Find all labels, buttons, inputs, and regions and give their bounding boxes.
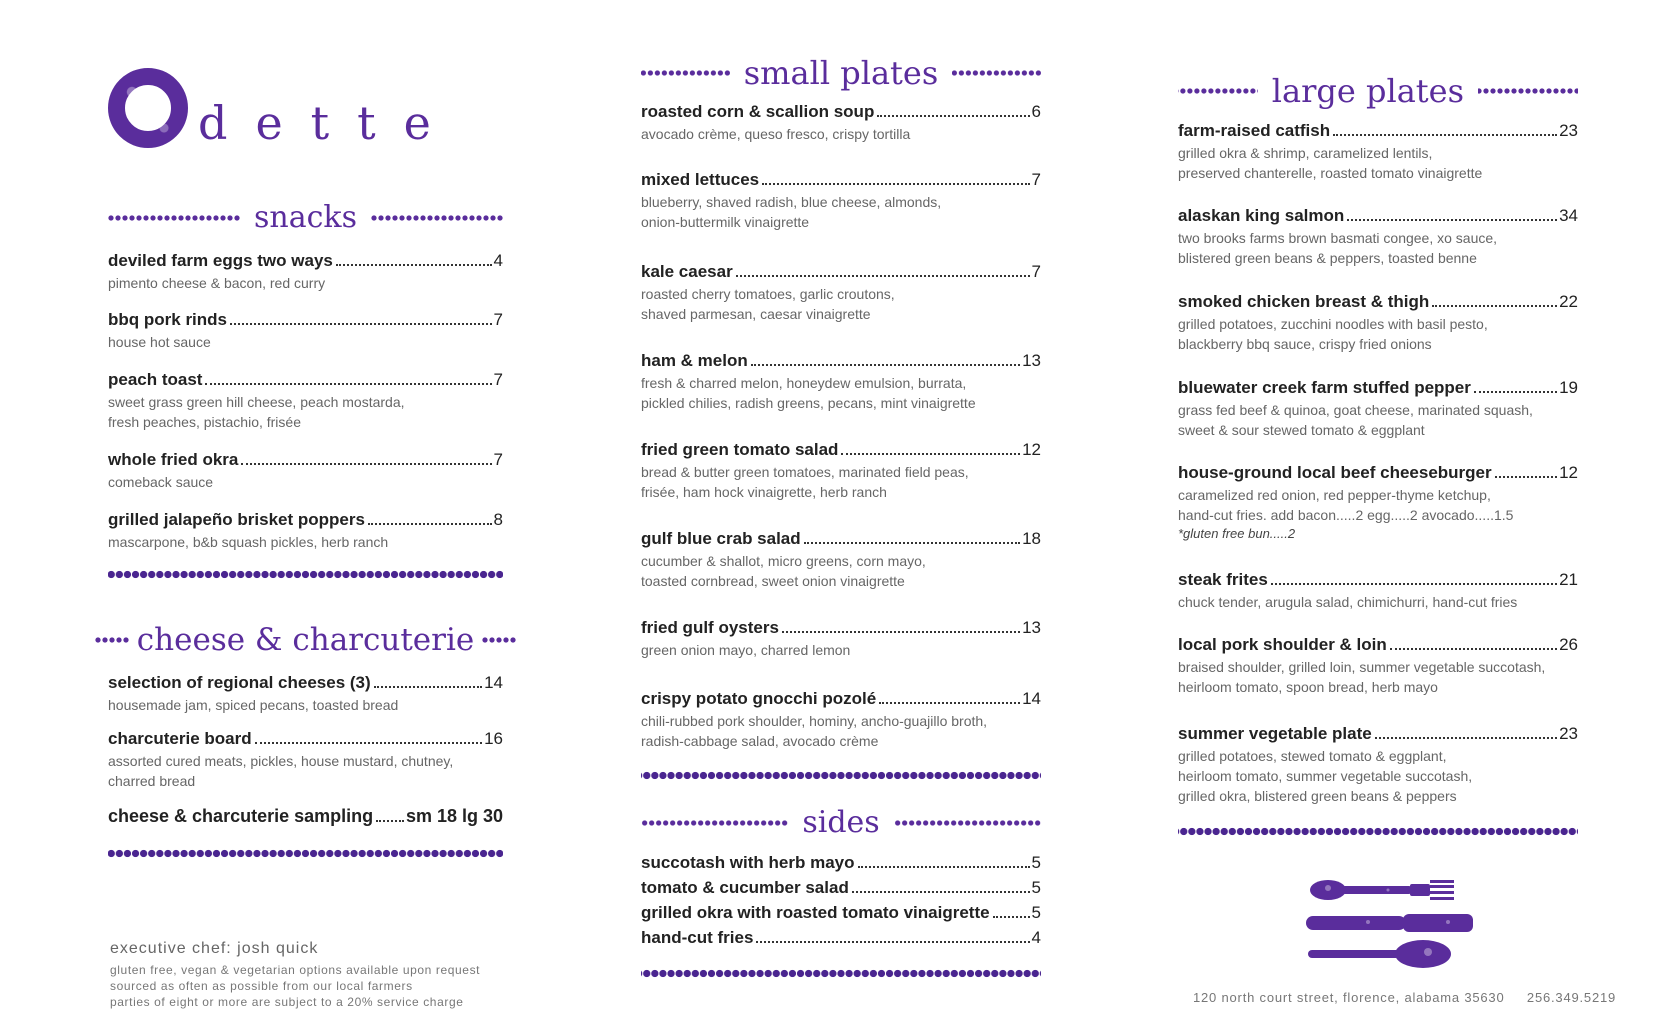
- odette-logo: [108, 62, 459, 162]
- section-divider: [108, 849, 503, 858]
- sides-header: [641, 805, 1041, 840]
- item-name: bbq pork rinds: [108, 310, 227, 329]
- item-price: 22: [1559, 292, 1578, 311]
- item-desc: sweet grass green hill cheese, peach mostarda, fresh peaches, pistachio, frisée: [108, 394, 405, 430]
- item-name: smoked chicken breast & thigh: [1178, 292, 1430, 311]
- item-price: 23: [1559, 724, 1578, 743]
- item-name: bluewater creek farm stuffed pepper: [1178, 378, 1471, 397]
- item-name: hand-cut fries: [641, 928, 754, 947]
- footer-note: sourced as often as possible from our local farmers: [110, 979, 413, 993]
- item-note: *gluten free bun.....2: [1178, 526, 1296, 541]
- item-price: sm 18 lg 30: [405, 806, 503, 826]
- footer-note: parties of eight or more are subject to a 20% service charge: [110, 995, 464, 1009]
- menu-item: [1178, 570, 1578, 612]
- item-price: 18: [1022, 529, 1041, 548]
- item-name: peach toast: [108, 370, 203, 389]
- item-price: 12: [1022, 440, 1041, 459]
- menu-item: [108, 310, 503, 352]
- item-price: 6: [1031, 102, 1041, 121]
- footer-notes: [110, 962, 480, 1010]
- snacks-header: [108, 200, 503, 235]
- item-price: 5: [1031, 903, 1041, 922]
- item-price: 14: [484, 673, 503, 692]
- item-desc: green onion mayo, charred lemon: [641, 642, 851, 658]
- item-name: roasted corn & scallion soup: [641, 102, 875, 121]
- menu-item: [108, 673, 503, 715]
- item-price: 4: [493, 251, 503, 270]
- item-name: fried gulf oysters: [641, 618, 779, 637]
- item-desc: grilled okra & shrimp, caramelized lentils, preserved chanterelle, roasted tomato vinaigrette: [1178, 145, 1483, 181]
- item-desc: fresh & charred melon, honeydew emulsion, burrata, pickled chilies, radish greens, pecans, mint vinaigrette: [641, 375, 976, 411]
- logo-o-mark: [108, 68, 188, 148]
- item-price: 21: [1559, 570, 1578, 589]
- item-desc: chili-rubbed pork shoulder, hominy, ancho-guajillo broth, radish-cabbage salad, avocado crème: [641, 713, 988, 749]
- menu-item: [1178, 635, 1578, 697]
- section-divider: [641, 969, 1041, 978]
- item-name: grilled jalapeño brisket poppers: [108, 510, 365, 529]
- snacks-title: snacks: [254, 200, 357, 235]
- side-item: [641, 878, 1041, 898]
- logo-wordmark: dette: [198, 96, 459, 150]
- item-desc: two brooks farms brown basmati congee, xo sauce, blistered green beans & peppers, toasted benne: [1178, 230, 1498, 266]
- item-name: local pork shoulder & loin: [1178, 635, 1387, 654]
- item-desc: bread & butter green tomatoes, marinated field peas, frisée, ham hock vinaigrette, herb ranch: [641, 464, 969, 500]
- menu-item: [1178, 463, 1578, 541]
- item-name: summer vegetable plate: [1178, 724, 1372, 743]
- item-price: 14: [1022, 689, 1041, 708]
- footer-note: gluten free, vegan & vegetarian options available upon request: [110, 963, 481, 977]
- item-desc: housemade jam, spiced pecans, toasted bread: [108, 697, 399, 713]
- large-plates-title: large plates: [1271, 72, 1464, 110]
- item-price: 4: [1031, 928, 1041, 947]
- small-plates-header: [641, 54, 1041, 92]
- address-line: [1193, 990, 1616, 1005]
- item-price: 12: [1559, 463, 1578, 482]
- menu-item: [108, 251, 503, 293]
- item-price: 8: [493, 510, 503, 529]
- item-price: 7: [493, 310, 503, 329]
- section-divider: [108, 570, 503, 579]
- menu-item: [108, 450, 503, 492]
- menu-item: [641, 351, 1041, 413]
- item-desc: assorted cured meats, pickles, house mustard, chutney, charred bread: [108, 753, 454, 789]
- item-name: fried green tomato salad: [641, 440, 839, 459]
- menu-item: [1178, 292, 1578, 354]
- item-desc: pimento cheese & bacon, red curry: [108, 275, 326, 291]
- menu-item: [1178, 378, 1578, 440]
- phone-number: 256.349.5219: [1526, 990, 1617, 1005]
- item-price: 26: [1559, 635, 1578, 654]
- fork-knife-spoon-icon: [1298, 866, 1488, 976]
- sides-title: sides: [802, 805, 880, 840]
- menu-item: [108, 806, 503, 827]
- item-desc: roasted cherry tomatoes, garlic croutons, shaved parmesan, caesar vinaigrette: [641, 286, 895, 322]
- item-price: 13: [1022, 618, 1041, 637]
- menu-item: [641, 440, 1041, 502]
- item-desc: caramelized red onion, red pepper-thyme ketchup, hand-cut fries. add bacon.....2 egg.....2 avocado.....1.5: [1178, 487, 1514, 523]
- item-price: 19: [1559, 378, 1578, 397]
- menu-item: [108, 370, 503, 432]
- item-name: house-ground local beef cheeseburger: [1178, 463, 1492, 482]
- item-desc: house hot sauce: [108, 334, 211, 350]
- item-price: 16: [484, 729, 503, 748]
- menu-item: [108, 729, 503, 791]
- item-name: alaskan king salmon: [1178, 206, 1345, 225]
- item-name: steak frites: [1178, 570, 1268, 589]
- executive-chef: executive chef: josh quick: [110, 940, 319, 957]
- side-item: [641, 928, 1041, 948]
- section-divider: [641, 771, 1041, 780]
- item-price: 7: [1031, 262, 1041, 281]
- small-plates-title: small plates: [743, 54, 939, 92]
- item-name: grilled okra with roasted tomato vinaigrette: [641, 903, 990, 922]
- item-name: gulf blue crab salad: [641, 529, 801, 548]
- item-price: 7: [493, 450, 503, 469]
- side-item: [641, 903, 1041, 923]
- cheese-header: [108, 622, 503, 658]
- item-desc: avocado crème, queso fresco, crispy tortilla: [641, 126, 911, 142]
- item-name: ham & melon: [641, 351, 748, 370]
- menu-item: [108, 510, 503, 552]
- item-desc: grass fed beef & quinoa, goat cheese, marinated squash, sweet & sour stewed tomato & eggplant: [1178, 402, 1533, 438]
- item-price: 5: [1031, 853, 1041, 872]
- item-price: 5: [1031, 878, 1041, 897]
- street-address: 120 north court street, florence, alabama 35630: [1193, 990, 1505, 1005]
- item-name: mixed lettuces: [641, 170, 760, 189]
- menu-item: [641, 618, 1041, 660]
- item-desc: blueberry, shaved radish, blue cheese, almonds, onion-buttermilk vinaigrette: [641, 194, 942, 230]
- item-name: charcuterie board: [108, 729, 252, 748]
- menu-item: [1178, 206, 1578, 268]
- item-price: 23: [1559, 121, 1578, 140]
- item-name: selection of regional cheeses (3): [108, 673, 371, 692]
- item-desc: grilled potatoes, zucchini noodles with basil pesto, blackberry bbq sauce, crispy fried onions: [1178, 316, 1488, 352]
- item-name: crispy potato gnocchi pozolé: [641, 689, 877, 708]
- item-name: tomato & cucumber salad: [641, 878, 849, 897]
- section-divider: [1178, 827, 1578, 836]
- large-plates-header: [1178, 72, 1578, 110]
- item-desc: comeback sauce: [108, 474, 214, 490]
- item-desc: mascarpone, b&b squash pickles, herb ranch: [108, 534, 389, 550]
- menu-item: [641, 689, 1041, 751]
- menu-item: [641, 529, 1041, 591]
- menu-item: [1178, 724, 1578, 806]
- item-name: kale caesar: [641, 262, 733, 281]
- cheese-title: cheese & charcuterie: [136, 622, 475, 658]
- item-name: farm-raised catfish: [1178, 121, 1331, 140]
- menu-item: [641, 170, 1041, 232]
- menu-item: [641, 102, 1041, 144]
- item-price: 7: [493, 370, 503, 389]
- menu-item: [641, 262, 1041, 324]
- side-item: [641, 853, 1041, 873]
- item-name: succotash with herb mayo: [641, 853, 855, 872]
- item-name: deviled farm eggs two ways: [108, 251, 333, 270]
- item-price: 7: [1031, 170, 1041, 189]
- item-name: cheese & charcuterie sampling: [108, 806, 374, 826]
- item-desc: cucumber & shallot, micro greens, corn mayo, toasted cornbread, sweet onion vinaigrette: [641, 553, 926, 589]
- item-desc: grilled potatoes, stewed tomato & eggplant, heirloom tomato, summer vegetable succotash, grilled okra, blistered green beans & peppers: [1178, 748, 1473, 804]
- menu-item: [1178, 121, 1578, 183]
- item-desc: braised shoulder, grilled loin, summer vegetable succotash, heirloom tomato, spoon bread, herb mayo: [1178, 659, 1546, 695]
- item-price: 13: [1022, 351, 1041, 370]
- item-price: 34: [1559, 206, 1578, 225]
- item-name: whole fried okra: [108, 450, 239, 469]
- item-desc: chuck tender, arugula salad, chimichurri, hand-cut fries: [1178, 594, 1518, 610]
